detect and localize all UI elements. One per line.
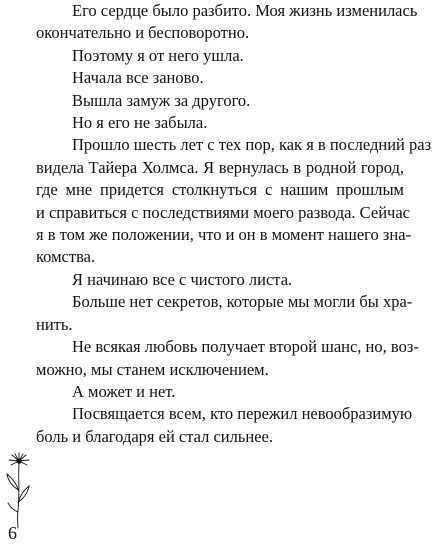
page-number: 6 <box>8 523 17 543</box>
text-line: и справиться с последствиями моего развода. Сейчас <box>36 202 410 222</box>
text-line: Поэтому я от него ушла. <box>72 45 244 65</box>
text-line: Посвящается всем, кто пережил невообразимую <box>72 404 413 424</box>
text-line: комства. <box>36 247 96 267</box>
text-line: Его сердце было разбито. Моя жизнь изменилась <box>72 1 418 20</box>
text-line: Больше нет секретов, которые мы могли бы хра- <box>72 292 413 312</box>
daisy-flower-icon <box>2 450 36 530</box>
text-line: Прошло шесть лет с тех пор, как я в последний раз <box>72 135 432 155</box>
text-line: где мне придется столкнуться с нашим прошлым <box>36 180 404 200</box>
text-line: окончательно и бесповоротно. <box>36 23 250 43</box>
text-line: Но я его не забыла. <box>72 113 208 133</box>
text-line: Не всякая любовь получает второй шанс, но, воз- <box>72 337 419 357</box>
text-line: видела Тайера Холмса. Я вернулась в родной город, <box>36 157 404 177</box>
text-line: А может и нет. <box>72 381 176 401</box>
text-line: нить. <box>36 314 73 334</box>
text-line: Начала все заново. <box>72 68 204 88</box>
text-line: Вышла замуж за другого. <box>72 90 251 110</box>
text-line: Я начинаю все с чистого листа. <box>72 269 293 289</box>
text-line: можно, мы станем исключением. <box>36 359 269 379</box>
text-line: боль и благодаря ей стал сильнее. <box>36 426 273 446</box>
text-line: я в том же положении, что и он в момент нашего зна- <box>36 225 412 245</box>
body-text <box>36 0 432 448</box>
